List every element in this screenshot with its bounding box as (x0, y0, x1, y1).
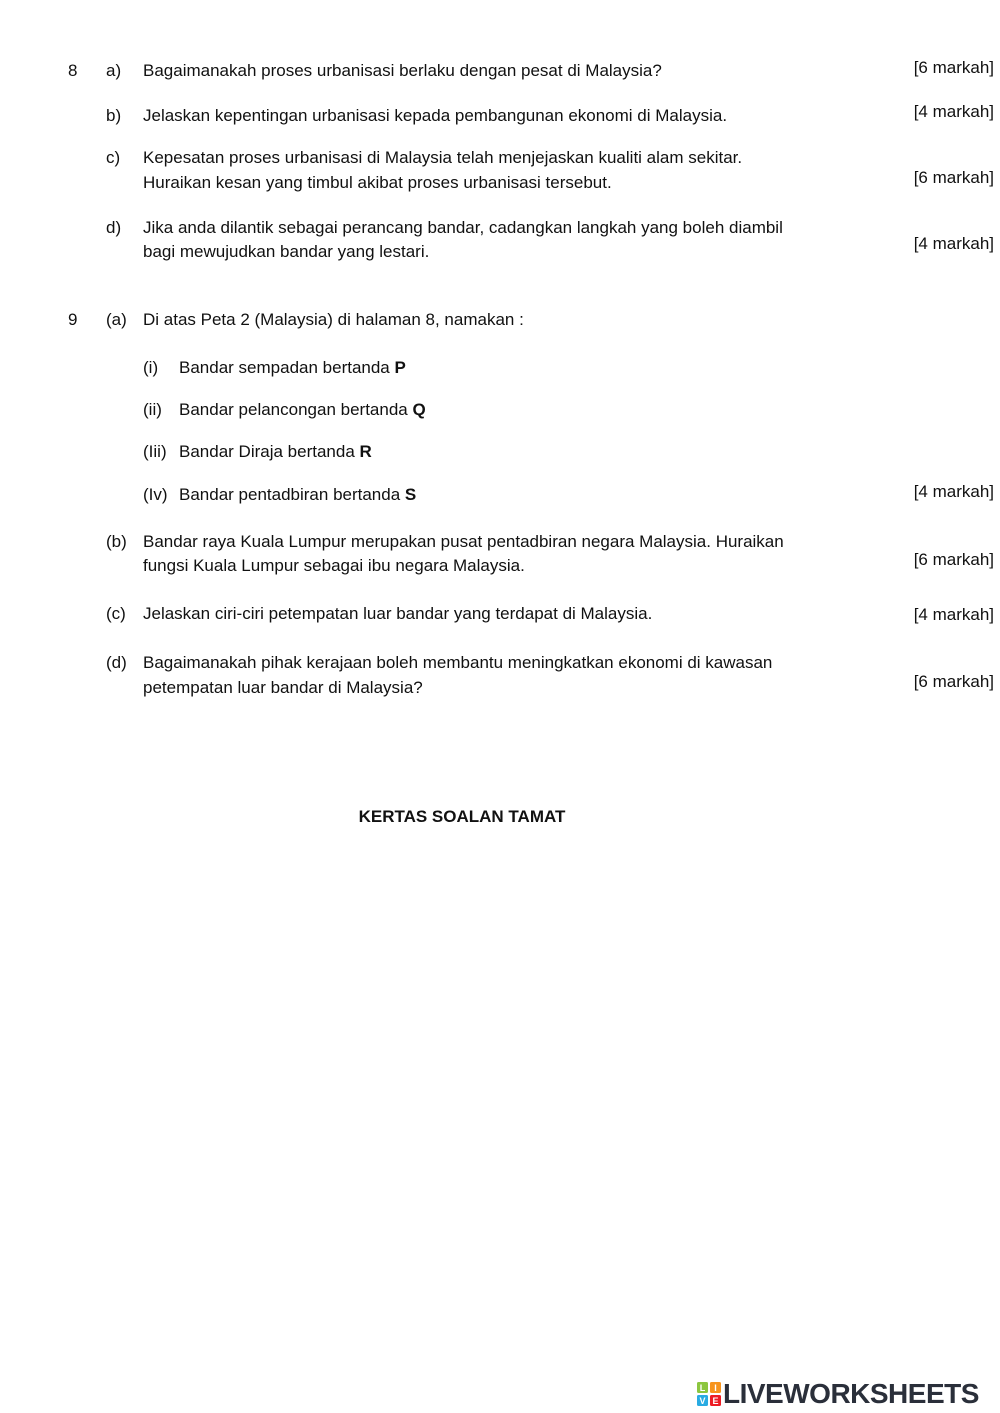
q9a-item-roman: (ii) (143, 400, 162, 419)
q8d-text-line1: Jika anda dilantik sebagai perancang bandar, cadangkan langkah yang boleh diambil (143, 218, 783, 237)
q9a-item-letter: P (394, 358, 406, 377)
q9a-item-letter: S (404, 485, 417, 504)
q9a-item-roman: (Iv) (143, 485, 168, 504)
q8d-label: d) (106, 218, 122, 237)
q9a-item (179, 358, 406, 378)
q9a-item (179, 442, 372, 462)
q9a-item-text: Bandar sempadan bertanda (179, 358, 395, 377)
q9a-item-letter: Q (412, 400, 426, 419)
liveworksheets-logo (697, 1377, 979, 1411)
q9b-text-line1: Bandar raya Kuala Lumpur merupakan pusat pentadbiran negara Malaysia. Huraikan (143, 532, 784, 551)
q9a-item-text: Bandar pentadbiran bertanda (179, 485, 405, 504)
q8c-label: c) (106, 148, 121, 167)
q9a-item (179, 485, 416, 505)
q8-number: 8 (68, 61, 78, 80)
q8b-label: b) (106, 106, 122, 125)
q9d-text-line1: Bagaimanakah pihak kerajaan boleh membantu meningkatkan ekonomi di kawasan (143, 653, 773, 672)
q9a-item-text: Bandar Diraja bertanda (179, 442, 360, 461)
q8b-marks: [4 markah] (913, 102, 994, 121)
q9a-item (179, 400, 426, 420)
q9b-text-line2: fungsi Kuala Lumpur sebagai ibu negara Malaysia. (143, 556, 525, 575)
q8d-marks: [4 markah] (913, 234, 994, 253)
liveworksheets-logo-text: LIVEWORKSHEETS (723, 1378, 979, 1409)
q9a-item-roman: (i) (143, 358, 159, 377)
logo-letter-v: V (699, 1396, 706, 1406)
logo-letter-l: L (699, 1383, 706, 1393)
q9d-label: (d) (106, 653, 127, 672)
logo-letter-i: I (714, 1383, 717, 1393)
q8b-text: Jelaskan kepentingan urbanisasi kepada pembangunan ekonomi di Malaysia. (143, 106, 728, 125)
q9d-text-line2: petempatan luar bandar di Malaysia? (143, 678, 423, 697)
q8c-marks: [6 markah] (913, 168, 994, 187)
end-of-paper: KERTAS SOALAN TAMAT (358, 807, 566, 826)
q9b-marks: [6 markah] (913, 550, 994, 569)
q9a-label: (a) (106, 310, 127, 329)
q8a-label: a) (106, 61, 122, 80)
q9a-item-roman: (Iii) (143, 442, 167, 461)
q9d-marks: [6 markah] (913, 672, 994, 691)
q8d-text-line2: bagi mewujudkan bandar yang lestari. (143, 242, 430, 261)
q8a-marks: [6 markah] (913, 58, 994, 77)
q9c-text: Jelaskan ciri-ciri petempatan luar bandar yang terdapat di Malaysia. (143, 604, 653, 623)
logo-letter-e: E (712, 1396, 719, 1406)
q9c-marks: [4 markah] (913, 605, 994, 624)
q9a-item-text: Bandar pelancongan bertanda (179, 400, 413, 419)
q8c-text-line2: Huraikan kesan yang timbul akibat proses urbanisasi tersebut. (143, 173, 612, 192)
q9a-marks: [4 markah] (913, 482, 994, 501)
q9a-text: Di atas Peta 2 (Malaysia) di halaman 8, namakan : (143, 310, 524, 329)
q8c-text-line1: Kepesatan proses urbanisasi di Malaysia telah menjejaskan kualiti alam sekitar. (143, 148, 743, 167)
liveworksheets-logo-icon (697, 1382, 721, 1406)
q9a-item-letter: R (359, 442, 372, 461)
q9c-label: (c) (106, 604, 126, 623)
q9b-label: (b) (106, 532, 127, 551)
q9-number: 9 (68, 310, 78, 329)
q8a-text: Bagaimanakah proses urbanisasi berlaku dengan pesat di Malaysia? (143, 61, 662, 80)
